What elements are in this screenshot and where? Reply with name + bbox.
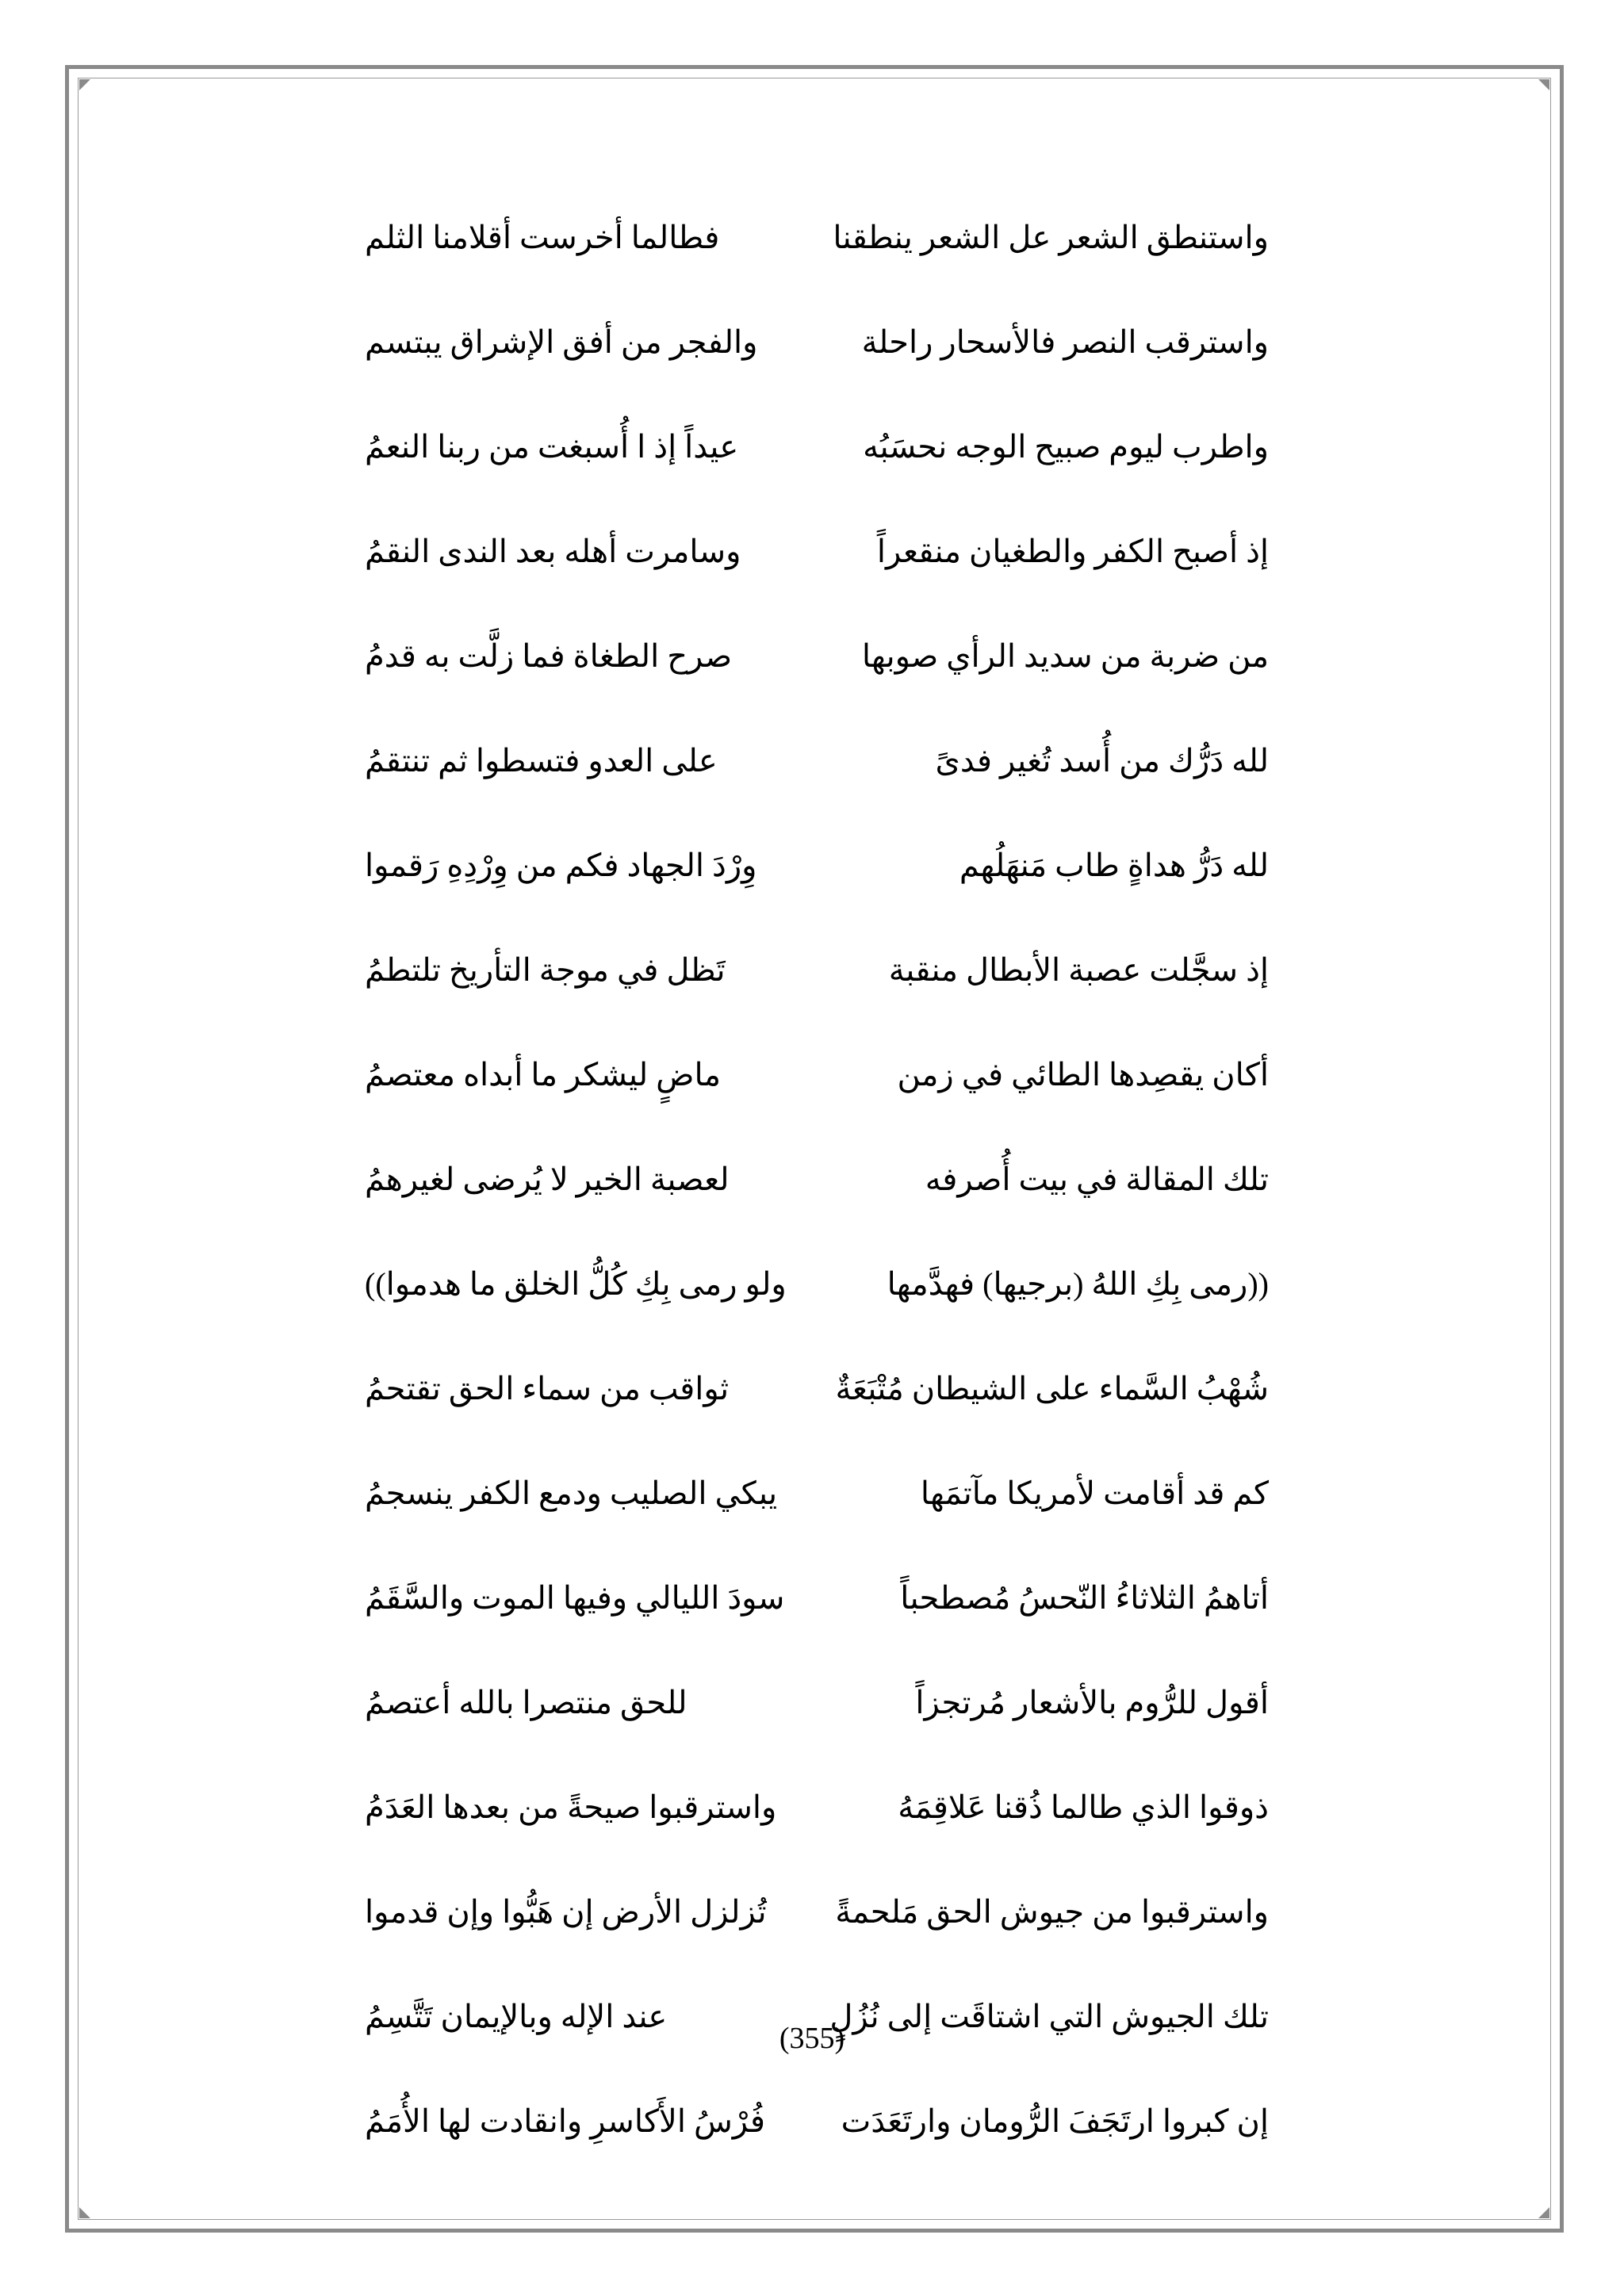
verse-second-hemistich: والفجر من أفق الإشراق يبتسم bbox=[365, 324, 758, 360]
corner-ornament-top-left bbox=[79, 79, 90, 90]
verse-second-hemistich: لعصبة الخير لا يُرضى لغيرهمُ bbox=[365, 1161, 730, 1197]
verse-second-hemistich: ماضٍ ليشكر ما أبداه معتصمُ bbox=[365, 1057, 722, 1093]
verse-first-hemistich: واطرب ليوم صبيح الوجه نحسَبُه bbox=[863, 429, 1269, 465]
verse-line bbox=[365, 1051, 1269, 1156]
verse-line bbox=[365, 1261, 1269, 1365]
verse-line bbox=[365, 528, 1269, 633]
verse-second-hemistich: وِرْدَ الجهاد فكم من وِرْدِهِ رَقموا bbox=[365, 848, 757, 883]
verse-line bbox=[365, 633, 1269, 737]
verse-second-hemistich: فُرْسُ الأَكاسرِ وانقادت لها الأُمَمُ bbox=[365, 2103, 765, 2139]
verse-second-hemistich: تَظل في موجة التأريخ تلتطمُ bbox=[365, 952, 726, 988]
verse-first-hemistich: إذ أصبح الكفر والطغيان منقعراً bbox=[876, 534, 1269, 569]
corner-ornament-top-right bbox=[1538, 79, 1549, 90]
verse-second-hemistich: صرح الطغاة فما زلَّت به قدمُ bbox=[365, 638, 733, 674]
verse-line bbox=[365, 1679, 1269, 1784]
verse-line bbox=[365, 1784, 1269, 1888]
verse-first-hemistich: أتاهمُ الثلاثاءُ النّحسُ مُصطحباً bbox=[900, 1580, 1269, 1616]
verse-second-hemistich: عيداً إذ ا أُسبغت من ربنا النعمُ bbox=[365, 429, 739, 465]
verse-first-hemistich: واسترقب النصر فالأسحار راحلة bbox=[861, 324, 1269, 360]
verse-line bbox=[365, 737, 1269, 842]
verse-second-hemistich: وسامرت أهله بعد الندى النقمُ bbox=[365, 534, 741, 569]
verse-line bbox=[365, 947, 1269, 1051]
verse-second-hemistich: تُزلزل الأرض إن هَبُّوا وإن قدموا bbox=[365, 1894, 767, 1930]
verse-first-hemistich: شُهْبُ السَّماء على الشيطان مُتْبَعَةٌ bbox=[835, 1371, 1269, 1406]
verse-line bbox=[365, 1156, 1269, 1261]
verse-second-hemistich: سودَ الليالي وفيها الموت والسَّقَمُ bbox=[365, 1580, 785, 1616]
verse-first-hemistich: واستنطق الشعر عل الشعر ينطقنا bbox=[833, 220, 1269, 255]
verse-first-hemistich: من ضربة من سديد الرأي صوبها bbox=[861, 638, 1269, 674]
verse-line bbox=[365, 1365, 1269, 1470]
verse-first-hemistich: ((رمى بِكِ اللهُ (برجيها) فهدَّمها bbox=[887, 1266, 1269, 1302]
corner-ornament-bottom-left bbox=[79, 2207, 90, 2218]
verse-line bbox=[365, 1575, 1269, 1679]
verse-second-hemistich: للحق منتصرا بالله أعتصمُ bbox=[365, 1685, 688, 1720]
verse-line bbox=[365, 319, 1269, 423]
verse-second-hemistich: ولو رمى بِكِ كُلُّ الخلق ما هدموا)) bbox=[365, 1266, 787, 1302]
verse-first-hemistich: كم قد أقامت لأمريكا مآتمَها bbox=[920, 1475, 1269, 1511]
verse-line bbox=[365, 214, 1269, 319]
verse-first-hemistich: لله دَرُّك من أُسد تُغير فدىً bbox=[935, 743, 1269, 779]
verse-line bbox=[365, 2098, 1269, 2202]
verse-first-hemistich: تلك الجيوش التي اشتاقَت إلى نُزُلٍ bbox=[829, 1999, 1269, 2034]
verse-first-hemistich: واسترقبوا من جيوش الحق مَلحمةً bbox=[835, 1894, 1269, 1930]
verse-first-hemistich: أقول للرُّوم بالأشعار مُرتجزاً bbox=[915, 1685, 1269, 1720]
corner-ornament-bottom-right bbox=[1538, 2207, 1549, 2218]
verse-second-hemistich: فطالما أخرست أقلامنا الثلم bbox=[365, 220, 720, 255]
verse-second-hemistich: عند الإله وبالإيمان تَتَّسِمُ bbox=[365, 1999, 668, 2034]
verse-line bbox=[365, 842, 1269, 947]
verse-line bbox=[365, 1888, 1269, 1993]
verse-first-hemistich: إن كبروا ارتَجَفَ الرُّومان وارتَعَدَت bbox=[841, 2103, 1269, 2139]
verse-first-hemistich: ذوقوا الذي طالما ذُقنا عَلاقِمَهُ bbox=[898, 1789, 1269, 1825]
verse-first-hemistich: أكان يقصِدها الطائي في زمن bbox=[897, 1057, 1269, 1093]
verse-second-hemistich: ثواقب من سماء الحق تقتحمُ bbox=[365, 1371, 730, 1406]
verse-second-hemistich: يبكي الصليب ودمع الكفر ينسجمُ bbox=[365, 1475, 778, 1511]
verse-first-hemistich: تلك المقالة في بيت أُصرفه bbox=[925, 1161, 1269, 1197]
verse-line bbox=[365, 423, 1269, 528]
verse-first-hemistich: إذ سجَّلت عصبة الأبطال منقبة bbox=[888, 952, 1269, 988]
verse-second-hemistich: واسترقبوا صيحةً من بعدها العَدَمُ bbox=[365, 1789, 777, 1825]
verse-second-hemistich: على العدو فتسطوا ثم تنتقمُ bbox=[365, 743, 718, 779]
page-number: (355) bbox=[779, 2022, 845, 2055]
poem-body bbox=[365, 214, 1269, 2202]
verse-line bbox=[365, 1470, 1269, 1575]
verse-first-hemistich: لله دَرُّ هداةٍ طاب مَنهَلُهم bbox=[959, 848, 1269, 883]
